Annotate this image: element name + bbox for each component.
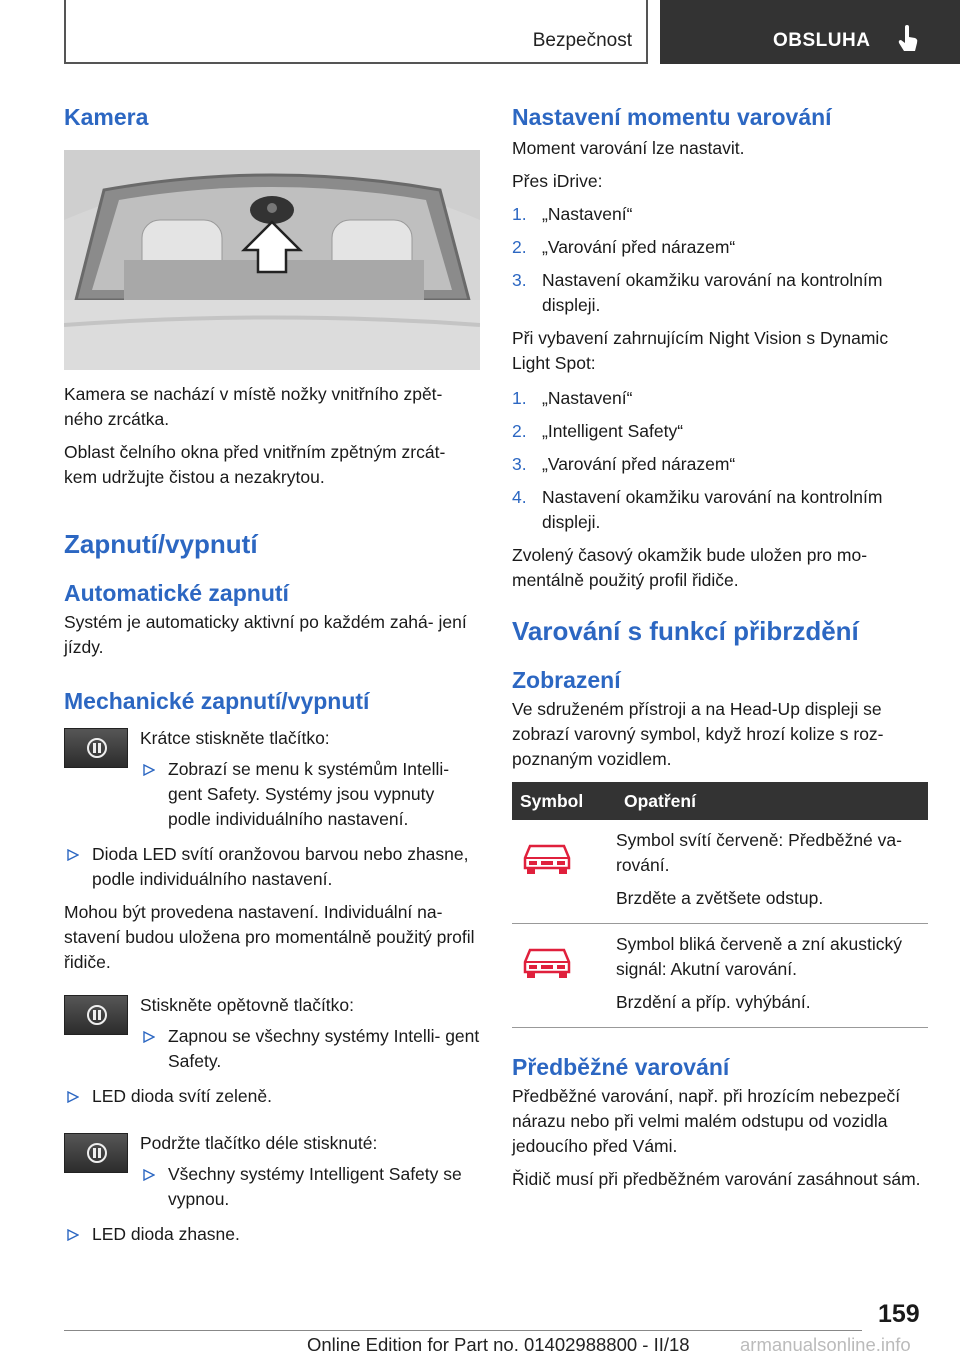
- hand-pointer-icon: [897, 25, 919, 53]
- page-number: 159: [878, 1300, 920, 1328]
- list-item: [64, 1084, 480, 1109]
- paragraph-kamera-clean: Oblast čelního okna před vnitřním zpětným zrcát‐ kem udržujte čistou a nezakrytou.: [64, 442, 446, 487]
- heading-nastaveni-momentu: Nastavení momentu varování: [512, 104, 832, 130]
- paragraph-zobrazeni: Ve sdruženém přístroji a na Head-Up displeji se zobrazí varovný symbol, když hrozí kolize s roz‐ poznaným vozidlem.: [512, 699, 884, 769]
- heading-automaticke-zapnuti: Automatické zapnutí: [64, 580, 289, 606]
- list-item-text: „Varování před nárazem“: [542, 237, 736, 257]
- left-column: [64, 100, 480, 1247]
- list-item: [512, 235, 928, 260]
- footer-divider: [64, 1330, 862, 1331]
- action-text: Symbol bliká červeně a zní akustický signál: Akutní varování.: [616, 934, 902, 979]
- list-item-text: Zobrazí se menu k systémům Intelli‐ gent Safety. Systémy jsou vypnuty podle individuálního nastavení.: [168, 759, 450, 829]
- action-text: Symbol svítí červeně: Předběžné va‐ rování.: [616, 830, 902, 875]
- list-number: 3.: [512, 454, 527, 474]
- text-press-again: Stiskněte opětovně tlačítko:: [140, 995, 355, 1015]
- table-header-action: Opatření: [616, 782, 928, 820]
- instruction-long-press: [64, 1131, 480, 1212]
- list-number: 2.: [512, 237, 527, 257]
- list-item-text: „Varování před nárazem“: [542, 454, 736, 474]
- triangle-right-icon: [143, 1169, 155, 1181]
- heading-predbezne-varovani: Předběžné varování: [512, 1054, 730, 1080]
- instruction-short-press: [64, 726, 480, 832]
- header-chapter-title: OBSLUHA: [773, 30, 871, 51]
- list-idrive-steps: [512, 202, 928, 318]
- text-short-press: Krátce stiskněte tlačítko:: [140, 728, 330, 748]
- list-night-vision-steps: [512, 386, 928, 535]
- list-item: [512, 386, 928, 411]
- list-item: [64, 842, 480, 892]
- vehicle-warning-icon: [522, 946, 572, 980]
- paragraph-chosen-time: Zvolený časový okamžik bude uložen pro mo‐ mentálně použitý profil řidiče.: [512, 545, 868, 590]
- list-number: 3.: [512, 270, 527, 290]
- vehicle-warning-icon: [522, 842, 572, 876]
- footer-watermark: armanualsonline.info: [740, 1334, 911, 1355]
- list-number: 1.: [512, 388, 527, 408]
- instruction-press-again: [64, 993, 480, 1074]
- paragraph-idrive: Přes iDrive:: [512, 171, 603, 191]
- list-item-text: Nastavení okamžiku varování na kontrolním displeji.: [542, 487, 883, 532]
- table-cell-symbol: [512, 820, 616, 924]
- list-item: [512, 419, 928, 444]
- list-item: [512, 268, 928, 318]
- table-header-symbol: Symbol: [512, 782, 616, 820]
- action-text: Brzdění a příp. vyhýbání.: [616, 992, 811, 1012]
- heading-zobrazeni: Zobrazení: [512, 667, 621, 693]
- list-number: 2.: [512, 421, 527, 441]
- list-number: 4.: [512, 487, 527, 507]
- paragraph-predbezne-2: Řidič musí při předběžném varování zasáhnout sám.: [512, 1169, 921, 1189]
- list-item-text: „Intelligent Safety“: [542, 421, 684, 441]
- table-cell-action: [616, 820, 928, 924]
- camera-photo: [64, 150, 480, 370]
- list-item-text: „Nastavení“: [542, 204, 633, 224]
- text-long-press: Podržte tlačítko déle stisknuté:: [140, 1133, 378, 1153]
- heading-zapnuti: Zapnutí/vypnutí: [64, 529, 258, 559]
- paragraph-night-vision: Při vybavení zahrnujícím Night Vision s Dynamic Light Spot:: [512, 328, 889, 373]
- list-item: [512, 202, 928, 227]
- list-item-text: LED dioda zhasne.: [92, 1224, 240, 1244]
- triangle-right-icon: [143, 1031, 155, 1043]
- list-item-text: Dioda LED svítí oranžovou barvou nebo zhasne, podle individuálního nastavení.: [92, 844, 469, 889]
- triangle-right-icon: [143, 764, 155, 776]
- triangle-right-icon: [67, 1229, 79, 1241]
- heading-varovani-pribrzdeni: Varování s funkcí přibrzdění: [512, 616, 859, 646]
- triangle-right-icon: [67, 1091, 79, 1103]
- list-item: [140, 1024, 480, 1074]
- heading-kamera: Kamera: [64, 104, 149, 130]
- list-item-text: „Nastavení“: [542, 388, 633, 408]
- paragraph-kamera-location: Kamera se nachází v místě nožky vnitřního zpět‐ ného zrcátka.: [64, 384, 443, 429]
- list-item-text: Zapnou se všechny systémy Intelli‐ gent Safety.: [168, 1026, 480, 1071]
- list-item-text: LED dioda svítí zeleně.: [92, 1086, 272, 1106]
- list-item: [140, 757, 480, 832]
- header-section-title: Bezpečnost: [532, 30, 632, 51]
- header-section-box: [64, 0, 648, 64]
- list-item-text: Nastavení okamžiku varování na kontrolním displeji.: [542, 270, 883, 315]
- paragraph-predbezne-1: Předběžné varování, např. při hrozícím nebezpečí nárazu nebo při velmi malém odstupu od vozidla jedoucího před Vámi.: [512, 1086, 901, 1156]
- list-item-text: Všechny systémy Intelligent Safety se vypnou.: [168, 1164, 462, 1209]
- rear-window-camera-illustration: [64, 150, 480, 370]
- paragraph-moment: Moment varování lze nastavit.: [512, 138, 745, 158]
- action-text: Brzděte a zvětšete odstup.: [616, 888, 824, 908]
- list-item: [512, 452, 928, 477]
- heading-mechanicke: Mechanické zapnutí/vypnutí: [64, 688, 370, 714]
- intelligent-safety-button-icon: [64, 728, 128, 768]
- table-cell-symbol: [512, 924, 616, 1028]
- header-chapter-box: [660, 0, 960, 64]
- list-item: [64, 1222, 480, 1247]
- table-cell-action: [616, 924, 928, 1028]
- paragraph-settings-saved: Mohou být provedena nastavení. Individuální na‐ stavení budou uložena pro momentálně použitý profil řidiče.: [64, 902, 475, 972]
- intelligent-safety-button-icon: [64, 995, 128, 1035]
- right-column: [512, 100, 928, 1192]
- intelligent-safety-button-icon: [64, 1133, 128, 1173]
- paragraph-automaticke-zapnuti: Systém je automaticky aktivní po každém zahá‐ jení jízdy.: [64, 612, 467, 657]
- footer-edition: Online Edition for Part no. 01402988800 - II/18: [307, 1334, 690, 1355]
- table-row: [512, 924, 928, 1028]
- list-item: [140, 1162, 480, 1212]
- list-item: [512, 485, 928, 535]
- list-number: 1.: [512, 204, 527, 224]
- table-row: [512, 820, 928, 924]
- triangle-right-icon: [67, 849, 79, 861]
- symbol-table: [512, 782, 928, 1028]
